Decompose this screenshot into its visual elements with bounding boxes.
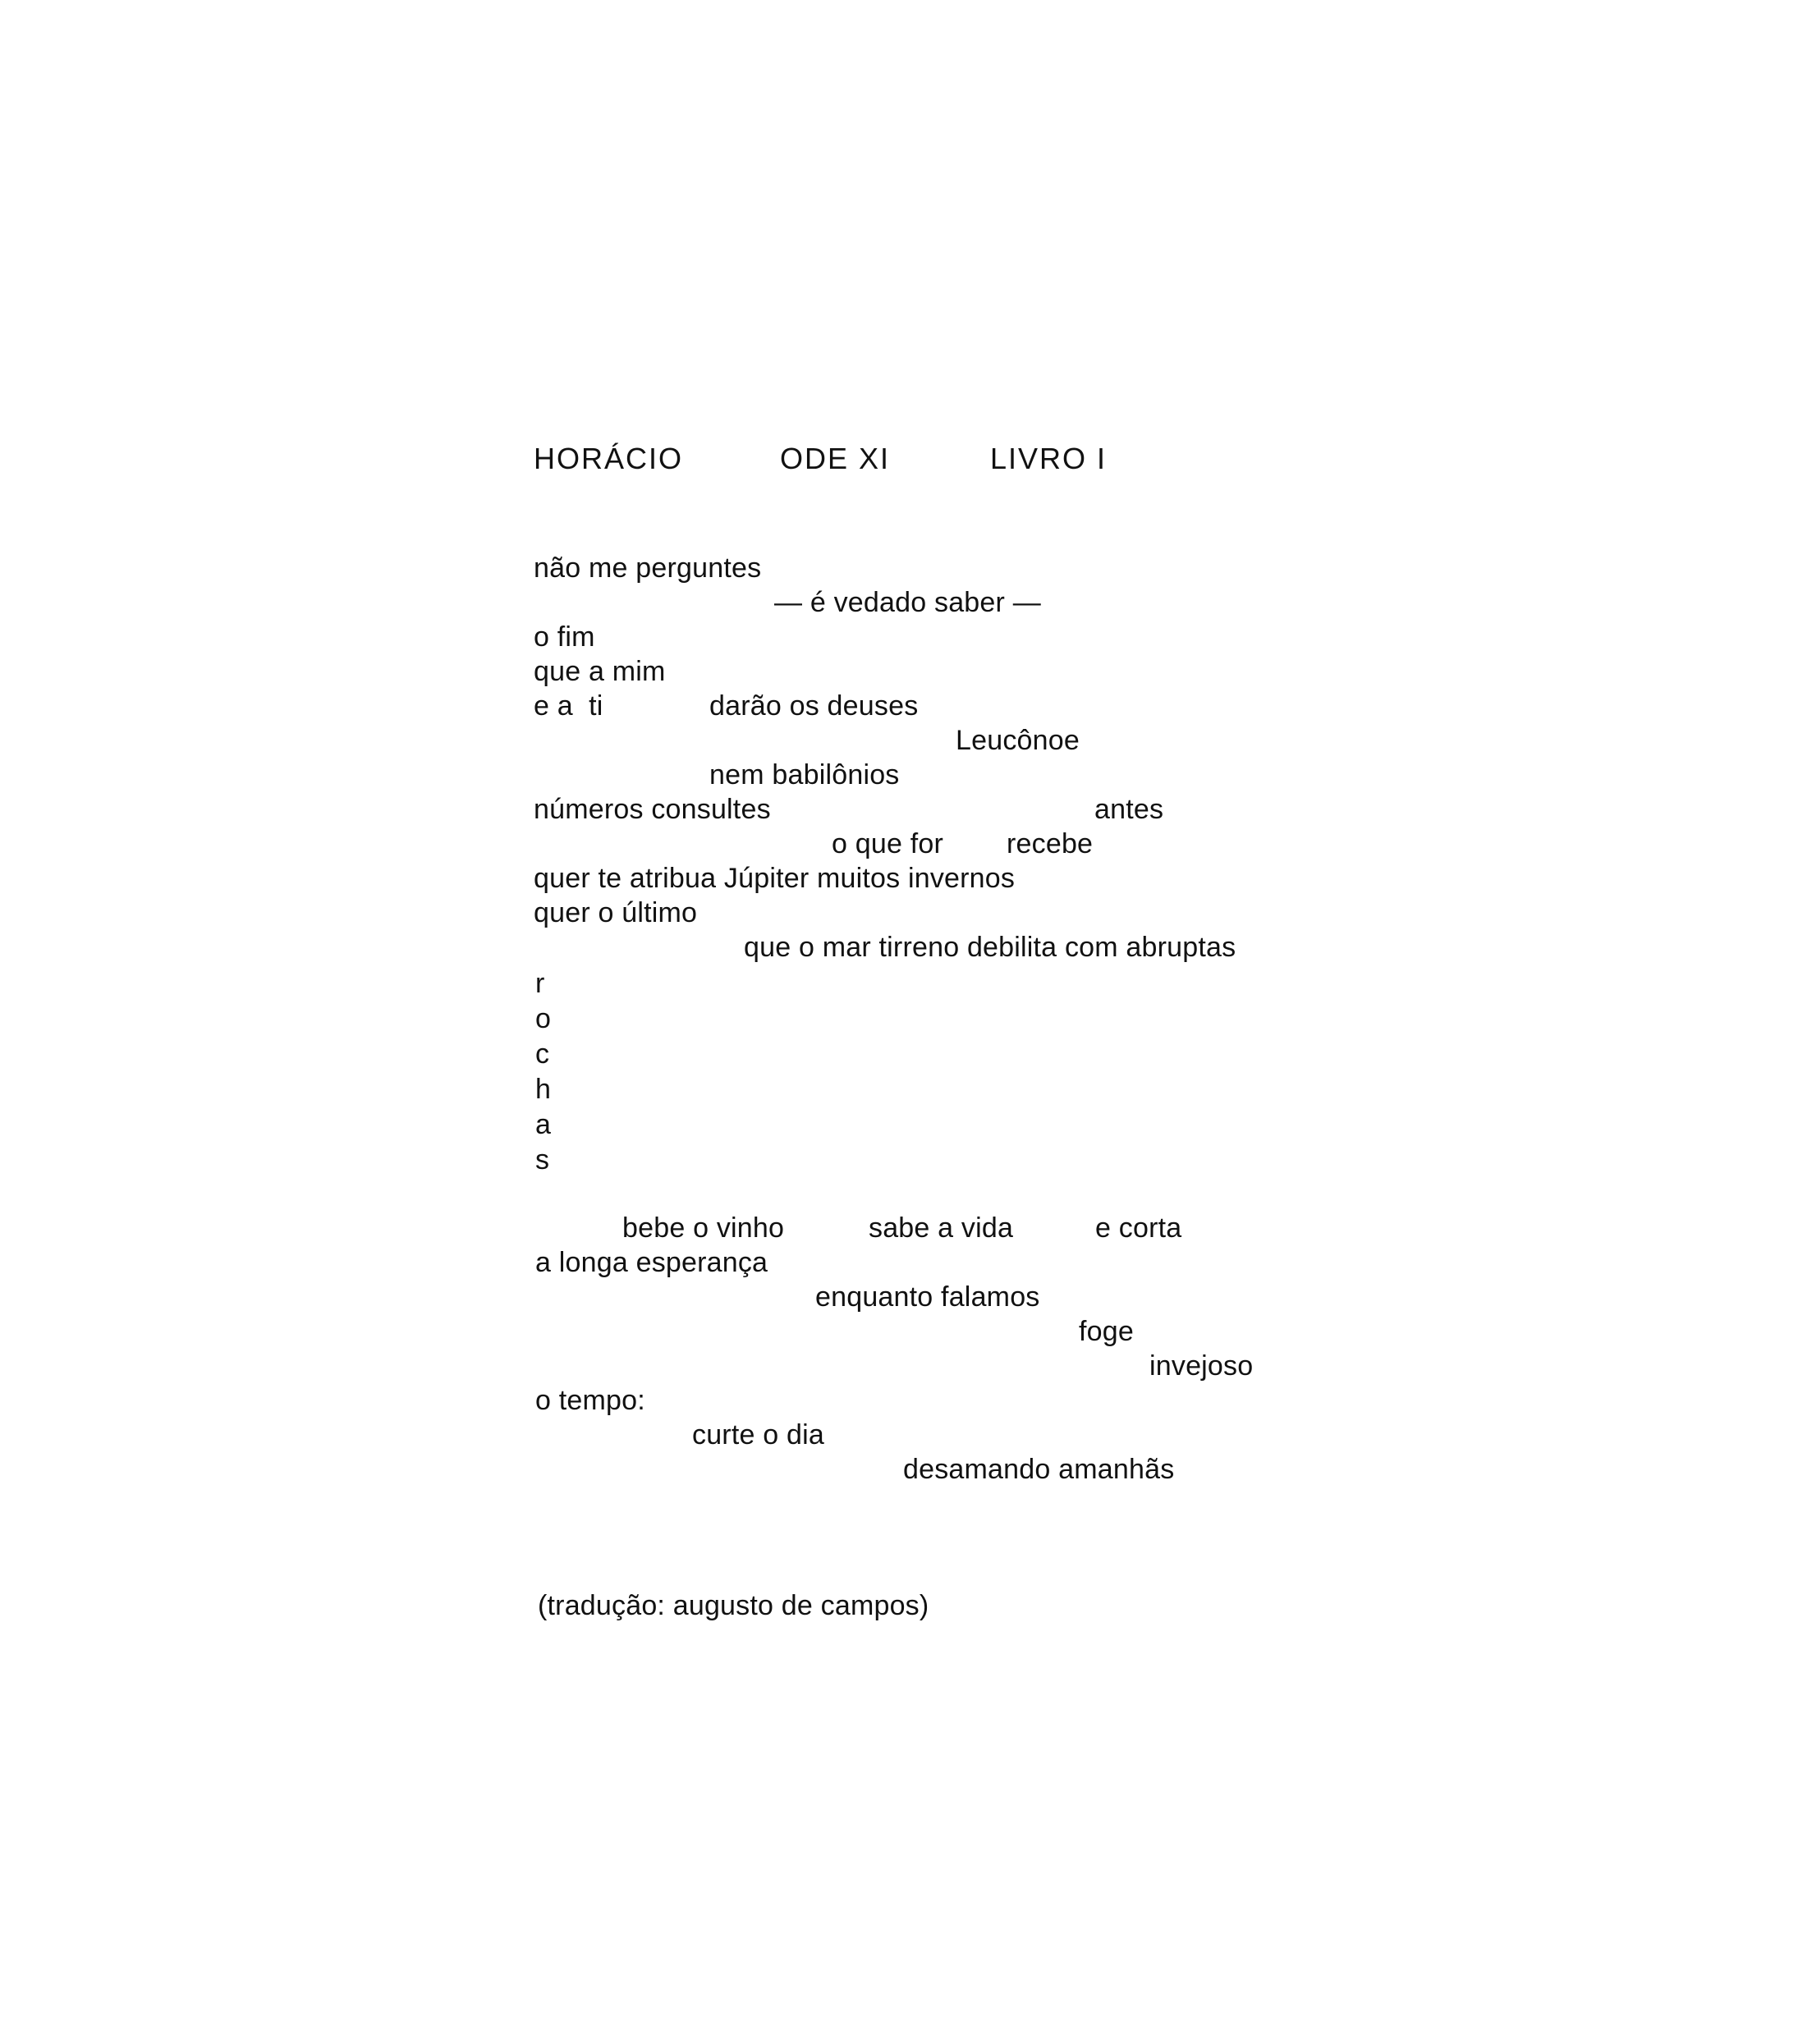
poem-line: foge <box>1079 1316 1134 1347</box>
poem-line: darão os deuses <box>709 690 919 722</box>
rochas-letter: h <box>535 1074 552 1105</box>
rochas-letter: c <box>535 1038 550 1070</box>
poem-line: desamando amanhãs <box>903 1454 1175 1485</box>
poem-line: invejoso <box>1149 1350 1254 1382</box>
poem-line: curte o dia <box>692 1419 824 1451</box>
poem-line: que o mar tirreno debilita com abruptas <box>744 932 1236 963</box>
poem-line: que a mim <box>534 656 666 687</box>
poem-line: e a ti <box>534 690 603 722</box>
poem-line: recebe <box>1007 828 1094 859</box>
header-author: HORÁCIO <box>534 442 684 475</box>
rochas-letter: o <box>535 1003 552 1034</box>
poem-line: e corta <box>1095 1212 1182 1244</box>
rochas-letter: r <box>535 968 545 999</box>
poem-line: números consultes <box>534 794 771 825</box>
translation-credit: (tradução: augusto de campos) <box>538 1590 929 1621</box>
rochas-letter: s <box>535 1144 550 1176</box>
poem-line: quer o último <box>534 897 698 928</box>
poem-line: Leucônoe <box>956 725 1080 756</box>
poem-line: não me perguntes <box>534 552 762 584</box>
poem-line: antes <box>1094 794 1164 825</box>
poem-line: sabe a vida <box>869 1212 1014 1244</box>
header-ode: ODE XI <box>780 442 891 475</box>
header-book: LIVRO I <box>990 442 1108 475</box>
rochas-letter: a <box>535 1109 552 1140</box>
poem-line: o tempo: <box>535 1385 645 1416</box>
poem-line: bebe o vinho <box>622 1212 785 1244</box>
poem-line: quer te atribua Júpiter muitos invernos <box>534 863 1016 894</box>
poem-line: o que for <box>832 828 944 859</box>
poem-line: a longa esperança <box>535 1247 768 1278</box>
poem-line: nem babilônios <box>709 759 900 791</box>
poem-line: — é vedado saber — <box>774 587 1041 618</box>
poem-line: enquanto falamos <box>815 1281 1040 1313</box>
poem-line: o fim <box>534 621 595 653</box>
